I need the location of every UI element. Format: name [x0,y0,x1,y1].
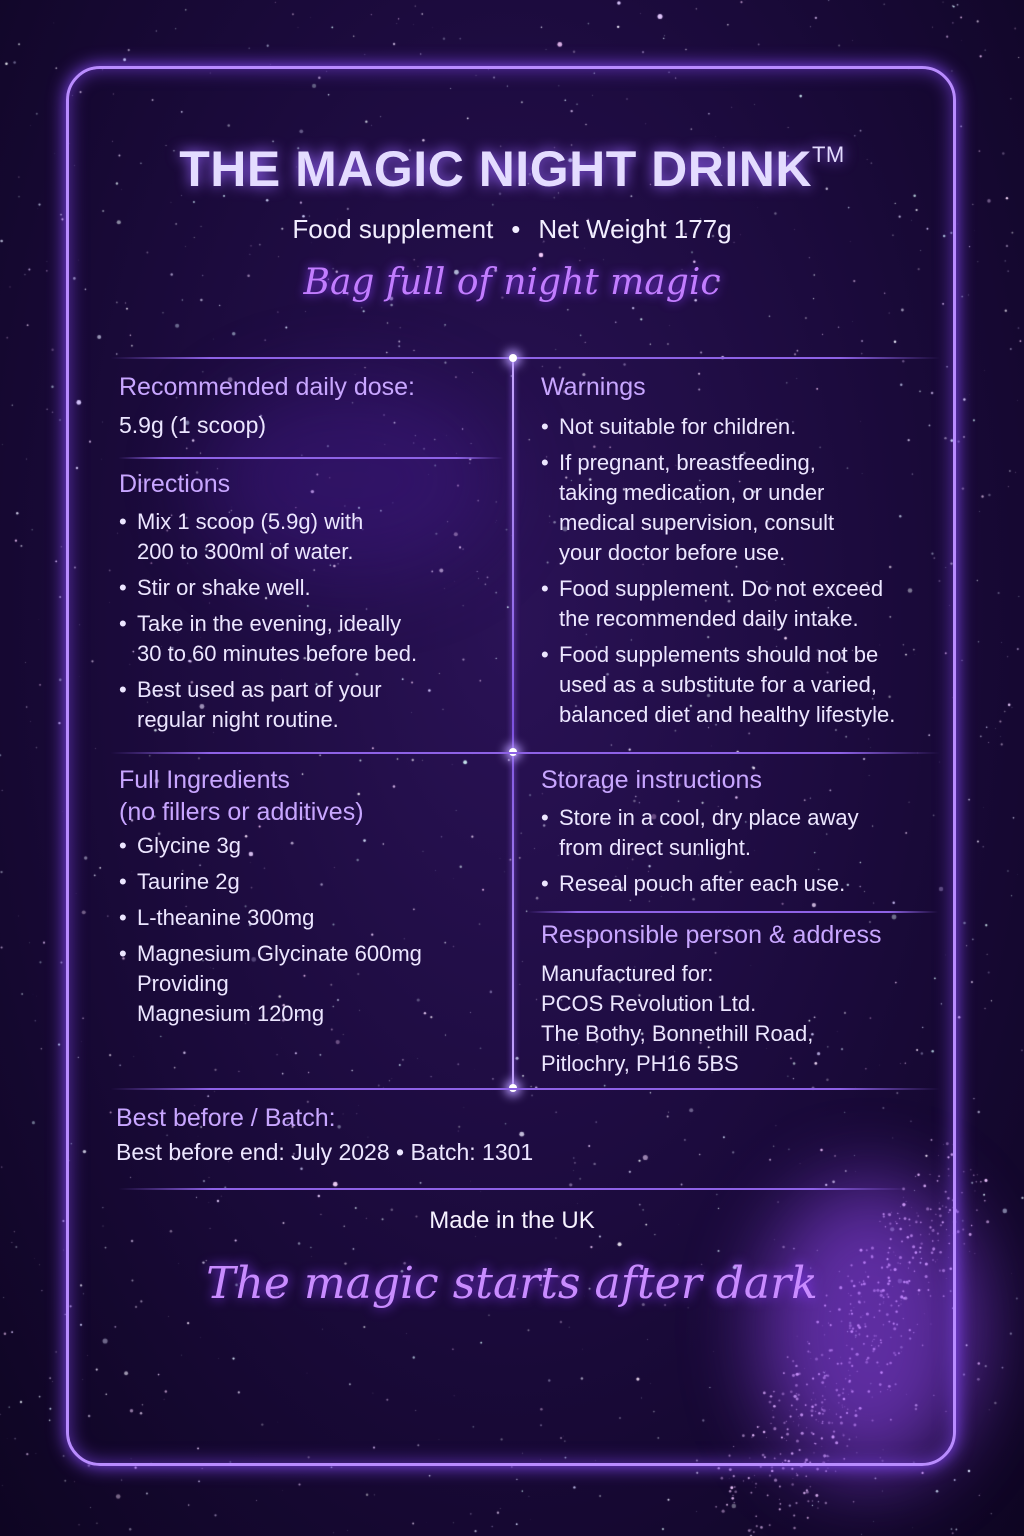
directions-heading: Directions [119,470,231,498]
ingredients-subheading: (no fillers or additives) [119,798,364,826]
divider-glow-top [509,354,517,362]
directions-list [119,507,499,741]
divider-storage [528,911,938,913]
divider-middle [110,752,940,754]
product-subtitle [0,214,1024,245]
ingredient-item: • Glycine 3g [119,831,499,861]
warnings-heading: Warnings [541,373,646,401]
storage-heading: Storage instructions [541,766,762,794]
dose-heading: Recommended daily dose: [119,373,415,401]
warning-item: • Food supplement. Do not exceed the recommended daily intake. [541,574,941,634]
ingredient-item: • Taurine 2g [119,867,499,897]
net-weight: Net Weight 177g [538,214,732,244]
warning-item: • If pregnant, breastfeeding, taking medication, or under medical supervision, consult your doctor before use. [541,448,941,568]
dose-value: 5.9g (1 scoop) [119,412,267,438]
closing-tagline: The magic starts after dark [206,1258,818,1309]
divider-dose [118,457,503,459]
made-in-label: Made in the UK [429,1207,595,1234]
tagline: Bag full of night magic [303,262,721,303]
warnings-list [541,412,941,736]
responsible-address [541,959,813,1079]
address-line: Manufactured for: [541,961,714,986]
ingredient-item: • Magnesium Glycinate 600mg Providing Magnesium 120mg [119,939,499,1029]
best-before-value: Best before end: July 2028 • Batch: 1301 [116,1139,534,1165]
ingredients-list [119,831,499,1035]
address-line: The Bothy, Bonnethill Road, [541,1021,814,1046]
address-line: Pitlochry, PH16 5BS [541,1051,739,1076]
best-before-heading: Best before / Batch: [116,1104,336,1132]
divider-vertical [512,357,514,1090]
divider-best-before [118,1188,908,1190]
product-title: THE MAGIC NIGHT DRINK™ [179,141,845,197]
directions-item: • Stir or shake well. [119,573,499,603]
product-type: Food supplement [292,214,494,244]
storage-item: • Store in a cool, dry place away from direct sunlight. [541,803,941,863]
responsible-heading: Responsible person & address [541,921,882,949]
ingredients-heading: Full Ingredients [119,766,290,794]
subtitle-separator: • [511,214,521,244]
directions-item: • Best used as part of your regular night routine. [119,675,499,735]
divider-bottom [110,1088,940,1090]
ingredient-item: • L-theanine 300mg [119,903,499,933]
storage-list [541,803,941,905]
directions-item: • Take in the evening, ideally 30 to 60 minutes before bed. [119,609,499,669]
warning-item: • Not suitable for children. [541,412,941,442]
address-line: PCOS Revolution Ltd. [541,991,757,1016]
divider-top [110,357,940,359]
warning-item: • Food supplements should not be used as a substitute for a varied, balanced diet and healthy lifestyle. [541,640,941,730]
trademark-symbol: TM [811,142,845,167]
directions-item: • Mix 1 scoop (5.9g) with 200 to 300ml of water. [119,507,499,567]
storage-item: • Reseal pouch after each use. [541,869,941,899]
